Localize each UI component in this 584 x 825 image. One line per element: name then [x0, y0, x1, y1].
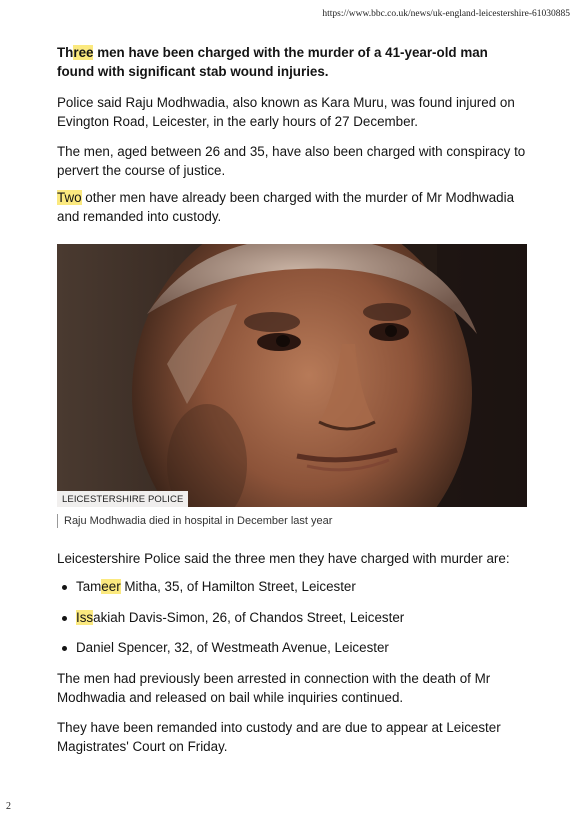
paragraph-4: The men had previously been arrested in connection with the death of Mr Modhwadia and released on bail while inquiries continued. — [57, 671, 491, 705]
photo-caption: Raju Modhwadia died in hospital in December last year — [57, 514, 332, 528]
bullet-icon — [62, 646, 67, 651]
source-url[interactable]: https://www.bbc.co.uk/news/uk-england-leicestershire-61030885 — [322, 9, 570, 19]
bullet-icon — [62, 585, 67, 590]
highlight-mark: eer — [101, 579, 121, 594]
bullet-icon — [62, 616, 67, 621]
list-item — [57, 639, 527, 670]
highlight-mark: Two — [57, 190, 82, 205]
paragraph-3-rest: other men have already been charged with the murder of Mr Modhwadia and remanded into custody. — [57, 190, 515, 224]
page-number: 2 — [6, 801, 11, 812]
paragraph-5: They have been remanded into custody and are due to appear at Leicester Magistrates' Court on Friday. — [57, 720, 501, 754]
paragraph-2: The men, aged between 26 and 35, have also been charged with conspiracy to pervert the course of justice. — [57, 144, 526, 178]
paragraph-3 — [57, 189, 527, 226]
list-item-text-start: Tam — [76, 579, 102, 594]
portrait-photo-placeholder — [57, 244, 527, 507]
highlight-mark: Iss — [76, 609, 94, 625]
list-item-text-rest: Mitha, 35, of Hamilton Street, Leicester — [120, 579, 356, 594]
list-item-text-rest: akiah Davis-Simon, 26, of Chandos Street, Leicester — [93, 609, 405, 625]
paragraph-1: Police said Raju Modhwadia, also known as Kara Muru, was found injured on Evington Road, Leicester, in the early hours of 27 December. — [57, 95, 515, 129]
photo-credit: LEICESTERSHIRE POLICE — [57, 491, 188, 507]
lead-text-rest: men have been charged with the murder of a 41-year-old man found with significant stab wound injuries. — [57, 45, 488, 79]
list-item — [57, 578, 527, 609]
list-intro: Leicestershire Police said the three men they have charged with murder are: — [57, 551, 510, 566]
article-lead — [57, 44, 527, 81]
highlight-mark: ree — [73, 45, 94, 60]
charged-list — [57, 578, 527, 670]
list-item-text: Daniel Spencer, 32, of Westmeath Avenue, Leicester — [76, 640, 389, 655]
lead-text-start: Th — [57, 45, 74, 60]
article-photo — [57, 244, 527, 507]
list-item — [57, 609, 527, 640]
